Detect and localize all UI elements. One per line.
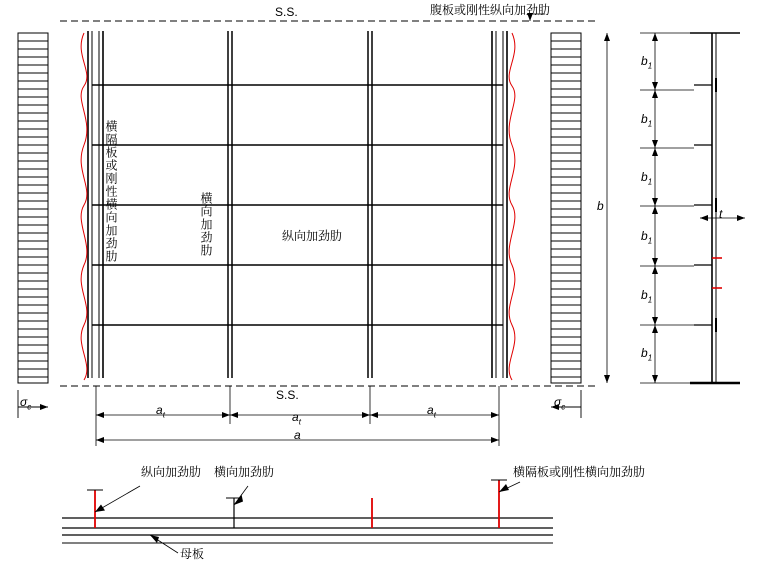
- label-bottom-transverse-stiffener: 横向加劲肋: [214, 465, 275, 479]
- label-b1-1: $b_1$: [641, 54, 653, 71]
- label-web-or-rigid-longitudinal-stiffener: 腹板或刚性纵向加劲肋: [430, 3, 551, 17]
- label-b1-5: $b_1$: [641, 288, 653, 305]
- dimension-b-overall: [604, 33, 610, 383]
- label-dim-at-3: $a_t$: [427, 403, 436, 420]
- main-panel: [60, 21, 598, 386]
- label-sigma-left: $\sigma_c$: [20, 395, 32, 412]
- label-b1-6: $b_1$: [641, 346, 653, 363]
- bottom-elevation-view: [62, 480, 553, 543]
- label-b1-3: $b_1$: [641, 170, 653, 187]
- label-transverse-stiffener: 横向加劲肋: [199, 192, 213, 257]
- label-ss-top: S.S.: [275, 5, 298, 19]
- label-sigma-right: $\sigma_c$: [554, 395, 566, 412]
- label-thickness-t: t: [719, 207, 723, 221]
- label-ss-bottom: S.S.: [276, 388, 299, 402]
- label-dim-a-total: a: [294, 428, 301, 442]
- left-stress-block: [18, 33, 48, 383]
- label-dim-at-2: $a_t$: [292, 410, 301, 427]
- label-base-plate: 母板: [180, 547, 205, 561]
- label-longitudinal-stiffener-center: 纵向加劲肋: [282, 229, 343, 243]
- label-b1-2: $b_1$: [641, 112, 653, 129]
- right-stress-block: [551, 33, 581, 383]
- dimension-b1-segments: [640, 33, 694, 383]
- label-dim-at-1: $a_t$: [156, 403, 165, 420]
- right-section-view: [690, 33, 745, 383]
- label-bottom-diaphragm: 横隔板或刚性横向加劲肋: [513, 465, 646, 479]
- label-b1-4: $b_1$: [641, 229, 653, 246]
- label-bottom-longitudinal-stiffener: 纵向加劲肋: [141, 465, 202, 479]
- label-dim-b: b: [597, 199, 604, 213]
- label-diaphragm-or-rigid-transverse-stiffener: 横隔板或刚性横向加劲肋: [104, 120, 118, 263]
